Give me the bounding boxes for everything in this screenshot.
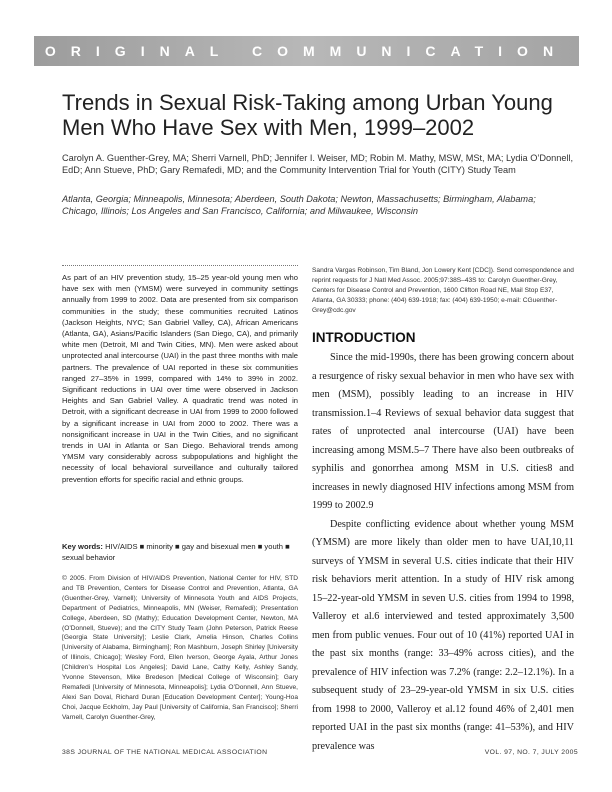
keywords — [62, 541, 298, 563]
introduction-heading: INTRODUCTION — [312, 330, 416, 345]
correspondence-note: Sandra Vargas Robinson, Tim Bland, Jon Lowery Kent [CDC]). Send correspondence and reprint requests for J Natl Med Assoc. 2005;97:38S–43S to: Carolyn Guenther-Grey, Centers for Disease Control and Prevention, 1600 Clifton Road NE, Mail Stop E37, Atlanta, GA 30333; phone: (404) 639-1918; fax: (404) 639-1950; e-mail: CGuenther-Grey@cdc.gov — [312, 267, 574, 314]
abstract-top-rule — [62, 265, 298, 270]
introduction-paragraph: Since the mid-1990s, there has been growing concern about a resurgence of risky sexual behavior in men who have sex with men (MSM), possibly leading to an increase in HIV transmission.1–4 Reviews of sexual behavior data suggest that rates of unprotected anal intercourse (UAI) have been increasing among MSM.5–7 There have also been outbreaks of syphilis and gonorrhea among MSM in U.S. cities8 and increases in newly diagnosed HIV infections among MSM from 1999 to 2002.9 — [312, 352, 574, 511]
introduction-paragraph: Despite conflicting evidence about whether young MSM (YMSM) are more likely than older men to have UAI,10,11 surveys of YMSM in several U.S. cities indicate that their HIV risk behaviors merit attention. In a study of HIV risk among 15–22-year-old YMSM in seven U.S. cities from 1994 to 1998, Valleroy et al.6 interviewed and tested approximately 3,500 men from public venues. Four out of 10 (41%) reported UAI in the past six months (range: 33–49% across cities), and the prevalence of HIV infection was 7.2% (range: 2.2–12.1%). In a subsequent study of 23–29-year-old YMSM in six U.S. cities from 1998 to 2000, Valleroy et al.12 found 46% of 2,401 men reported UAI in the past six months (range: 41–53%), and HIV prevalence was — [312, 518, 574, 752]
banner-label: ORIGINAL COMMUNICATION — [44, 43, 569, 59]
keywords-label: Key words: — [62, 542, 103, 551]
section-banner — [34, 36, 579, 66]
abstract-text: As part of an HIV prevention study, 15–25 year-old young men who have sex with men (YMSM) were surveyed in community settings annually from 1999 to 2002. Data are presented from six comparison communities in the study; these communities recruited Latinos (Jackson Heights, NYC; San Gabriel Valley, CA), African Americans (Atlanta, GA), Asians/Pacific Islanders (San Diego, CA), and primarily white men (Detroit, MI and Twin Cities, MN). Men were asked about unprotected anal intercourse (UAI) in the past three months with male partners. The prevalence of UAI reported in these six communities ranged 27–35% in 1999, compared with 14% to 39% in 2002. Significant reductions in UAI over time were observed in Jackson Heights and San Gabriel Valley. A quadratic trend was noted in Detroit, with a significant decrease in UAI from 1999 to 2000 followed by a significant increase in UAI from 2000 to 2002. There was a nonsignificant increase in UAI in the Twin Cities, and no significant trends in UAI in Atlanta or San Diego. Behavioral trends among YMSM vary considerably across subpopulations and highlight the necessity of local behavioral surveillance and culturally tailored prevention efforts for specific racial and ethnic groups. — [62, 273, 298, 484]
author-list: Carolyn A. Guenther-Grey, MA; Sherri Varnell, PhD; Jennifer I. Weiser, MD; Robin M. Mathy, MSW, MSt, MA; Lydia O’Donnell, EdD; Ann Stueve, PhD; Gary Remafedi, MD; and the Community Intervention Trial for Youth (CITY) Study Team — [62, 153, 574, 175]
copyright-affiliation-note: © 2005. From Division of HIV/AIDS Prevention, National Center for HIV, STD and TB Prevention, Centers for Disease Control and Prevention, Atlanta, GA (Guenther-Grey, Varnell); University of Minnesota Youth and AIDS Projects, Department of Pediatrics, Minneapolis, MN (Weiser, Remafedi); Presentation College, Aberdeen, SD (Mathy); Education Development Center, Newton, MA (O’Donnell, Stueve); and the CITY Study Team (John Peterson, Patrick Reese [Georgia State University]; Leslie Clark, Amelia Hinson, Charles Collins [University of Alabama, Birmingham]; Ron Mashburn, Joseph Shirley [University of Illinois, Chicago]; Wesley Ford, Ellen Iverson, George Ayala, Arthur Jones [Children’s Hospital Los Angeles]; David Lane, Cathy Kelly, Ashley Sandy, Yvonne Stevenson, Mike Bredeson [Medical College of Wisconsin]; Gary Remafedi [University of Minnesota, Minneapolis]; Lydia O’Donnell, Ann Stueve, Alexi San Doval, Richard Duran [Education Development Center]; Young-Hoa Choi, Jacque Eckholm, Jay Paul [University of California, San Francisco]; Sherri Varnell, Carolyn Guenther-Grey, — [62, 575, 298, 721]
footer-journal: 38S JOURNAL OF THE NATIONAL MEDICAL ASSOCIATION — [62, 749, 268, 756]
abstract — [62, 265, 298, 485]
keywords-list: HIV/AIDS ■ minority ■ gay and bisexual men ■ youth ■ sexual behavior — [62, 542, 290, 563]
introduction-body — [312, 349, 574, 756]
footer-volume: VOL. 97, NO. 7, JULY 2005 — [484, 749, 578, 756]
author-affiliations: Atlanta, Georgia; Minneapolis, Minnesota; Aberdeen, South Dakota; Newton, Massachusetts; Birmingham, Alabama; Chicago, Illinois; Los Angeles and San Francisco, California; and Milwaukee, Wisconsin — [62, 194, 536, 216]
article-title: Trends in Sexual Risk-Taking among Urban Young Men Who Have Sex with Men, 1999–2002 — [62, 90, 553, 140]
